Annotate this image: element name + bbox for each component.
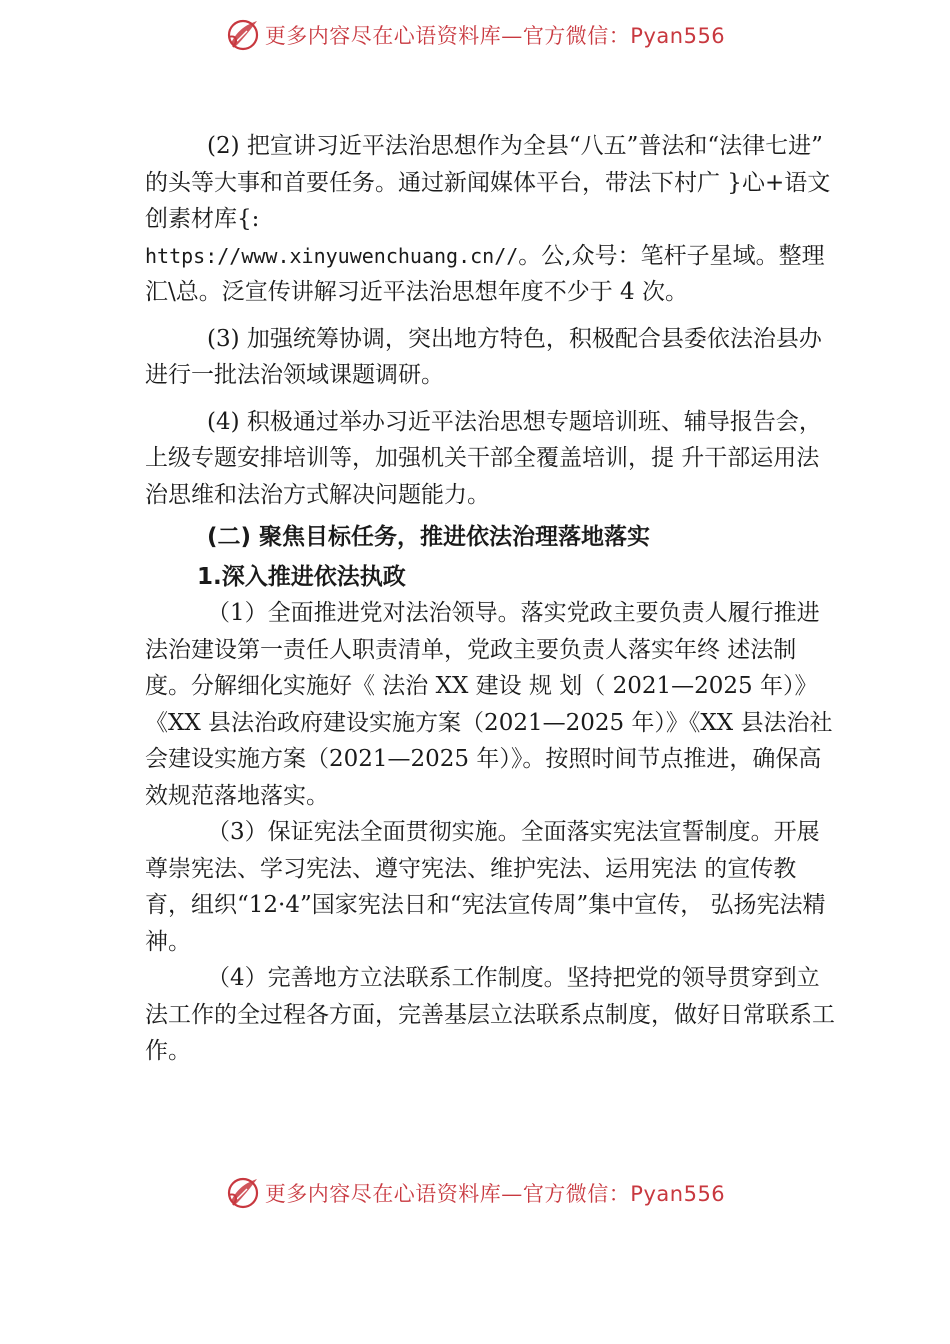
section-heading: (二) 聚焦目标任务，推进依法治理落地落实 [207,524,651,550]
subheading: 1.深入推进依法执政 [197,564,406,590]
banner-text [265,1178,725,1208]
item-3-paragraph: （3）保证宪法全面贯彻实施。全面落实宪法宣誓制度。开展尊崇宪法、学习宪法、遵守宪法、维护宪法、运用宪法 的宣传教育，组织“12·4”国家宪法日和“宪法宣传周”集中宣传， 弘扬宪法精神。 [145,819,826,955]
quill-ribbon-logo-icon [225,17,261,53]
item-4-paragraph: （4）完善地方立法联系工作制度。坚持把党的领导贯穿到立法工作的全过程各方面，完善基层立法联系点制度，做好日常联系工作。 [145,965,835,1064]
quill-ribbon-logo-icon [225,1175,261,1211]
document-body [145,128,835,1070]
banner-main-text: 更多内容尽在心语资料库— [264,1182,523,1206]
paragraph-3: (3) 加强统筹协调，突出地方特色，积极配合县委依法治县办进行一批法治领域课题调研。 [145,325,822,388]
material-url: https://www.xinyuwenchuang.cn// [145,243,519,268]
banner-text [265,20,725,50]
footer-watermark-banner [0,1173,950,1213]
header-watermark-banner [0,15,950,55]
banner-wechat-text: 官方微信：Pyan556 [522,24,726,48]
item-1-paragraph: （1）全面推进党对法治领导。落实党政主要负责人履行推进法治建设第一责任人职责清单，党政主要负责人落实年终 述法制度。分解细化实施好《 法治 XX 建设 规 划（ 2021—2025 年）》《XX 县法治政府建设实施方案（2021—2025 年）》《XX 县法治社会建设实施方案（2021—2025 年）》。按照时间节点推进，确保高效规范落地落实。 [145,600,833,809]
banner-main-text: 更多内容尽在心语资料库— [264,24,523,48]
banner-wechat-text: 官方微信：Pyan556 [522,1182,726,1206]
paragraph-2 [145,128,835,311]
paragraph-2-continued: 。公,众号：笔杆子星域。整理汇\总。泛宣传讲解习近平法治思想年度不少于 4 次。 [145,242,825,305]
paragraph-2-text: (2) 把宣讲习近平法治思想作为全县“八五”普法和“法律七进” 的头等大事和首要任务。通过新闻媒体平台，带法下村广 }心+语文创素材库{: [145,133,831,232]
paragraph-4: (4) 积极通过举办习近平法治思想专题培训班、辅导报告会，上级专题安排培训等，加强机关干部全覆盖培训，提 升干部运用法治思维和法治方式解决问题能力。 [145,408,822,508]
